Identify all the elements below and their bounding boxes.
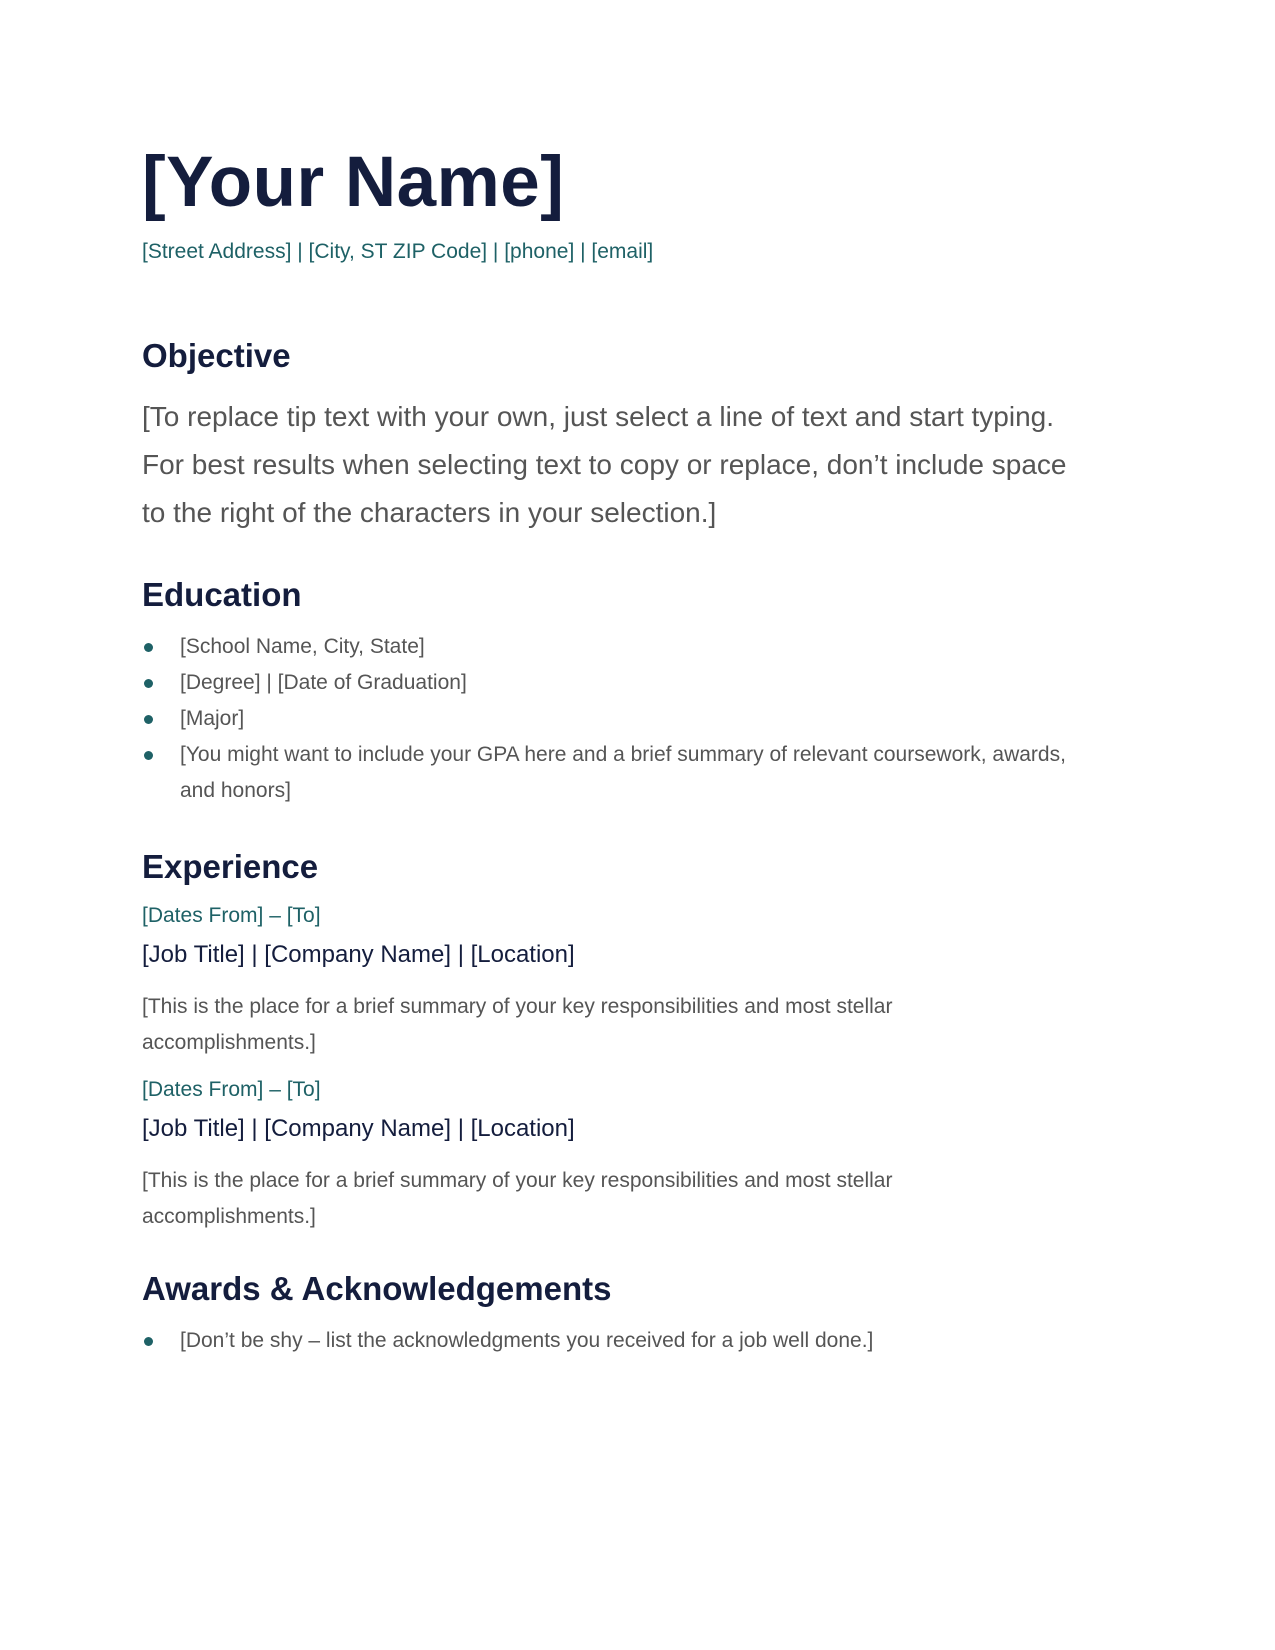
- contact-info: [Street Address] | [City, ST ZIP Code] | [phone] | [email]: [142, 240, 654, 263]
- award-item: [142, 1323, 1092, 1359]
- education-heading: Education: [142, 576, 302, 613]
- resume-document: [142, 143, 1092, 1359]
- bullet-icon: [144, 1337, 153, 1346]
- resume-name: [Your Name]: [142, 143, 565, 222]
- education-item-text: [Degree] | [Date of Graduation]: [180, 671, 467, 694]
- education-item: [142, 629, 1092, 665]
- awards-list: [142, 1323, 1092, 1359]
- awards-heading: Awards & Acknowledgements: [142, 1270, 612, 1307]
- job-title: [Job Title] | [Company Name] | [Location]: [142, 941, 575, 968]
- experience-heading: Experience: [142, 848, 319, 885]
- education-item-text: [School Name, City, State]: [180, 635, 425, 658]
- education-item: [142, 701, 1092, 737]
- bullet-icon: [144, 715, 153, 724]
- job-dates: [Dates From] – [To]: [142, 1078, 321, 1101]
- objective-heading: Objective: [142, 337, 291, 374]
- job-description: [This is the place for a brief summary of your key responsibilities and most stellar accomplishments.]: [142, 995, 893, 1054]
- objective-text: [To replace tip text with your own, just select a line of text and start typing. For best results when selecting text to copy or replace, don’t include space to the right of the characters in your selection.]: [142, 401, 1067, 528]
- bullet-icon: [144, 643, 153, 652]
- award-item-text: [Don’t be shy – list the acknowledgments you received for a job well done.]: [180, 1329, 874, 1352]
- education-item: [142, 665, 1092, 701]
- education-item: [142, 737, 1092, 809]
- job-title: [Job Title] | [Company Name] | [Location]: [142, 1115, 575, 1142]
- bullet-icon: [144, 679, 153, 688]
- job-dates: [Dates From] – [To]: [142, 904, 321, 927]
- education-item-text: [You might want to include your GPA here and a brief summary of relevant coursework, awards, and honors]: [180, 743, 1066, 802]
- education-item-text: [Major]: [180, 707, 245, 730]
- job-entry: [142, 1075, 1092, 1235]
- job-entry: [142, 901, 1092, 1061]
- bullet-icon: [144, 751, 153, 760]
- job-description: [This is the place for a brief summary of your key responsibilities and most stellar accomplishments.]: [142, 1169, 893, 1228]
- education-list: [142, 629, 1092, 809]
